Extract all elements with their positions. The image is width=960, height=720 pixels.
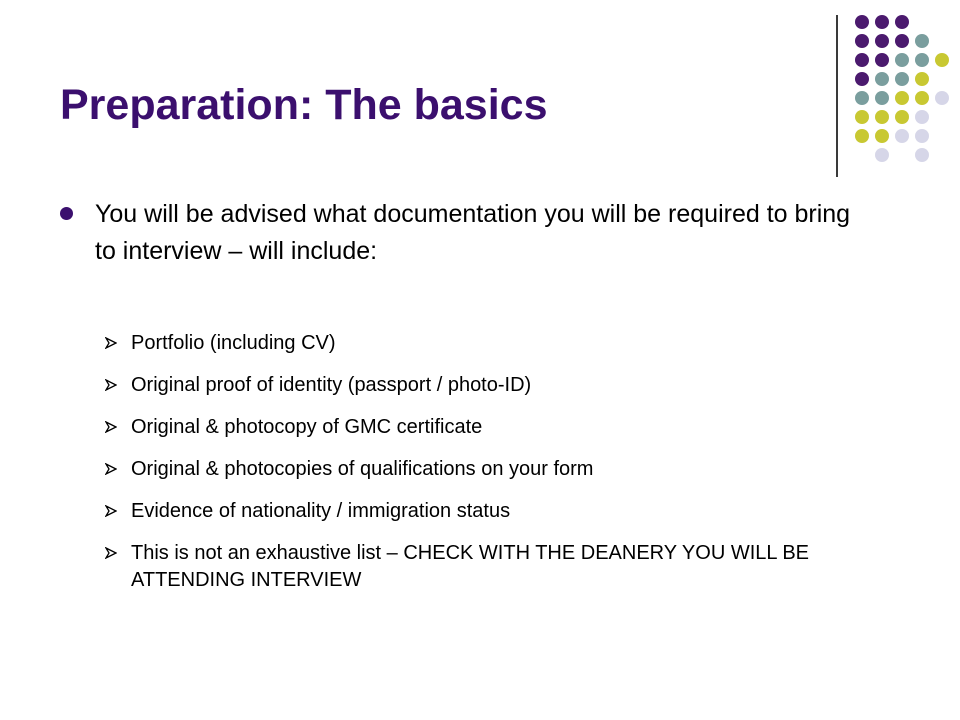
- decor-dot: [935, 53, 949, 67]
- arrow-bullet-icon: [105, 414, 121, 440]
- decor-dot: [895, 129, 909, 143]
- decor-dot: [895, 91, 909, 105]
- decor-dot: [875, 148, 889, 162]
- arrow-bullet-icon: [105, 498, 121, 524]
- main-bullet-text: You will be advised what documentation you will be required to bring to interview – will include:: [95, 200, 851, 265]
- decor-dot: [875, 110, 889, 124]
- sub-bullet-text: This is not an exhaustive list – CHECK WITH THE DEANERY YOU WILL BE ATTENDING INTERVIEW: [131, 542, 809, 591]
- sub-bullet-text: Original proof of identity (passport / photo-ID): [131, 374, 532, 396]
- sub-bullet-item: [105, 414, 865, 441]
- decor-dot: [915, 110, 929, 124]
- sub-bullet-text: Original & photocopy of GMC certificate: [131, 416, 483, 438]
- decor-dot: [875, 72, 889, 86]
- decor-dot: [895, 34, 909, 48]
- decor-dot: [915, 53, 929, 67]
- arrow-bullet-icon: [105, 540, 121, 566]
- decor-dot: [875, 91, 889, 105]
- slide-title: Preparation: The basics: [60, 81, 548, 129]
- decor-dot: [915, 34, 929, 48]
- decor-dot: [875, 129, 889, 143]
- sub-bullet-text: Portfolio (including CV): [131, 332, 336, 354]
- decorative-dot-grid: [840, 10, 950, 160]
- sub-bullet-list: [105, 330, 865, 594]
- sub-bullet-item: [105, 372, 865, 399]
- decor-dot: [915, 148, 929, 162]
- decor-dot: [855, 110, 869, 124]
- decor-dot: [895, 72, 909, 86]
- arrow-bullet-icon: [105, 456, 121, 482]
- sub-bullet-text: Evidence of nationality / immigration status: [131, 500, 511, 522]
- decor-dot: [855, 53, 869, 67]
- decor-dot: [855, 91, 869, 105]
- decor-dot: [935, 91, 949, 105]
- sub-bullet-item: [105, 540, 865, 594]
- decor-dot: [875, 53, 889, 67]
- decor-dot: [875, 15, 889, 29]
- decor-dot: [915, 72, 929, 86]
- arrow-bullet-icon: [105, 330, 121, 356]
- sub-bullet-item: [105, 456, 865, 483]
- sub-bullet-text: Original & photocopies of qualifications on your form: [131, 458, 594, 480]
- vertical-divider: [836, 15, 838, 177]
- decor-dot: [895, 53, 909, 67]
- decor-dot: [855, 34, 869, 48]
- decor-dot: [915, 91, 929, 105]
- arrow-bullet-icon: [105, 372, 121, 398]
- decor-dot: [915, 129, 929, 143]
- decor-dot: [895, 110, 909, 124]
- decor-dot: [875, 34, 889, 48]
- filled-circle-bullet-icon: [60, 207, 73, 220]
- sub-bullet-item: [105, 498, 865, 525]
- decor-dot: [855, 72, 869, 86]
- decor-dot: [855, 129, 869, 143]
- decor-dot: [895, 15, 909, 29]
- sub-bullet-item: [105, 330, 865, 357]
- decor-dot: [855, 15, 869, 29]
